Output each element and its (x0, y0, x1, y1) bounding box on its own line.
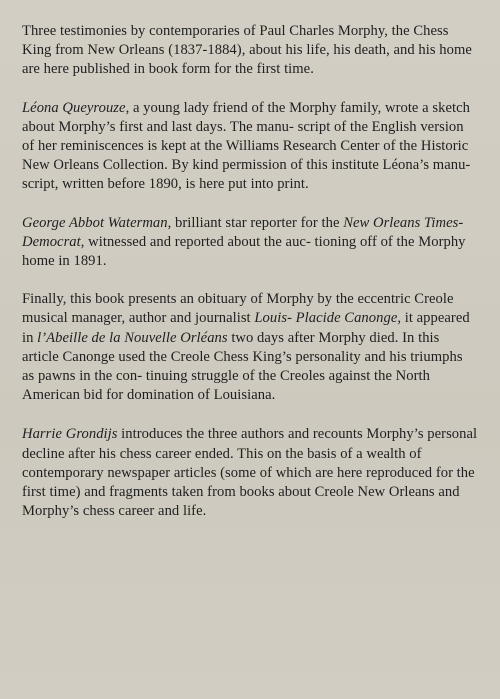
newspaper-title-abeille: l’Abeille de la Nouvelle Orléans (37, 329, 228, 346)
paragraph-canonge-text-3: two days after Morphy died. In this article Canonge used the Creole Chess King’s personality and his triumphs as pawns in the con- tinuing struggle of the Creoles against the North American bid for domination of Louisiana. (22, 329, 463, 404)
author-name-grondijs: Harrie Grondijs (22, 426, 118, 443)
paragraph-canonge-text-2: , it appeared in (22, 310, 470, 346)
paragraph-canonge-text-1: Finally, this book presents an obituary of Morphy by the eccentric Creole musical manager, author and journalist (22, 291, 454, 327)
newspaper-title-times-democrat: New Orleans Times-Democrat (22, 214, 464, 250)
author-name-waterman: George Abbot Waterman (22, 214, 168, 231)
author-name-queyrouze: Léona Queyrouze (22, 99, 126, 116)
paragraph-queyrouze-text: , a young lady friend of the Morphy family, wrote a sketch about Morphy’s first and last days. The manu- script of the English version of her reminiscences is kept at the Williams Research Center of the Historic New Orleans Collection. By kind permission of this institute Léona’s manu- script, written before 1890, is here put into print. (22, 99, 471, 193)
author-name-canonge: Louis- Placide Canonge (254, 310, 398, 327)
paragraph-grondijs-text: introduces the three authors and recounts Morphy’s personal decline after his chess career ended. This on the basis of a wealth of contemporary newspaper articles (some of which are here reproduced for the first time) and fragments taken from books about Creole New Orleans and Morphy’s chess career and life. (22, 426, 478, 520)
paragraph-waterman (22, 214, 478, 272)
paragraph-queyrouze (22, 99, 478, 195)
paragraph-waterman-text-2: , witnessed and reported about the auc- tioning off of the Morphy home in 1891. (22, 233, 466, 270)
paragraph-intro-text: Three testimonies by contemporaries of Paul Charles Morphy, the Chess King from New Orleans (1837-1884), about his life, his death, and his home are here published in book form for the first time. (22, 23, 472, 78)
paragraph-canonge (22, 290, 478, 405)
paragraph-waterman-text-1: , brilliant star reporter for the (167, 214, 344, 231)
paragraph-intro (22, 22, 478, 80)
paragraph-grondijs (22, 425, 478, 521)
